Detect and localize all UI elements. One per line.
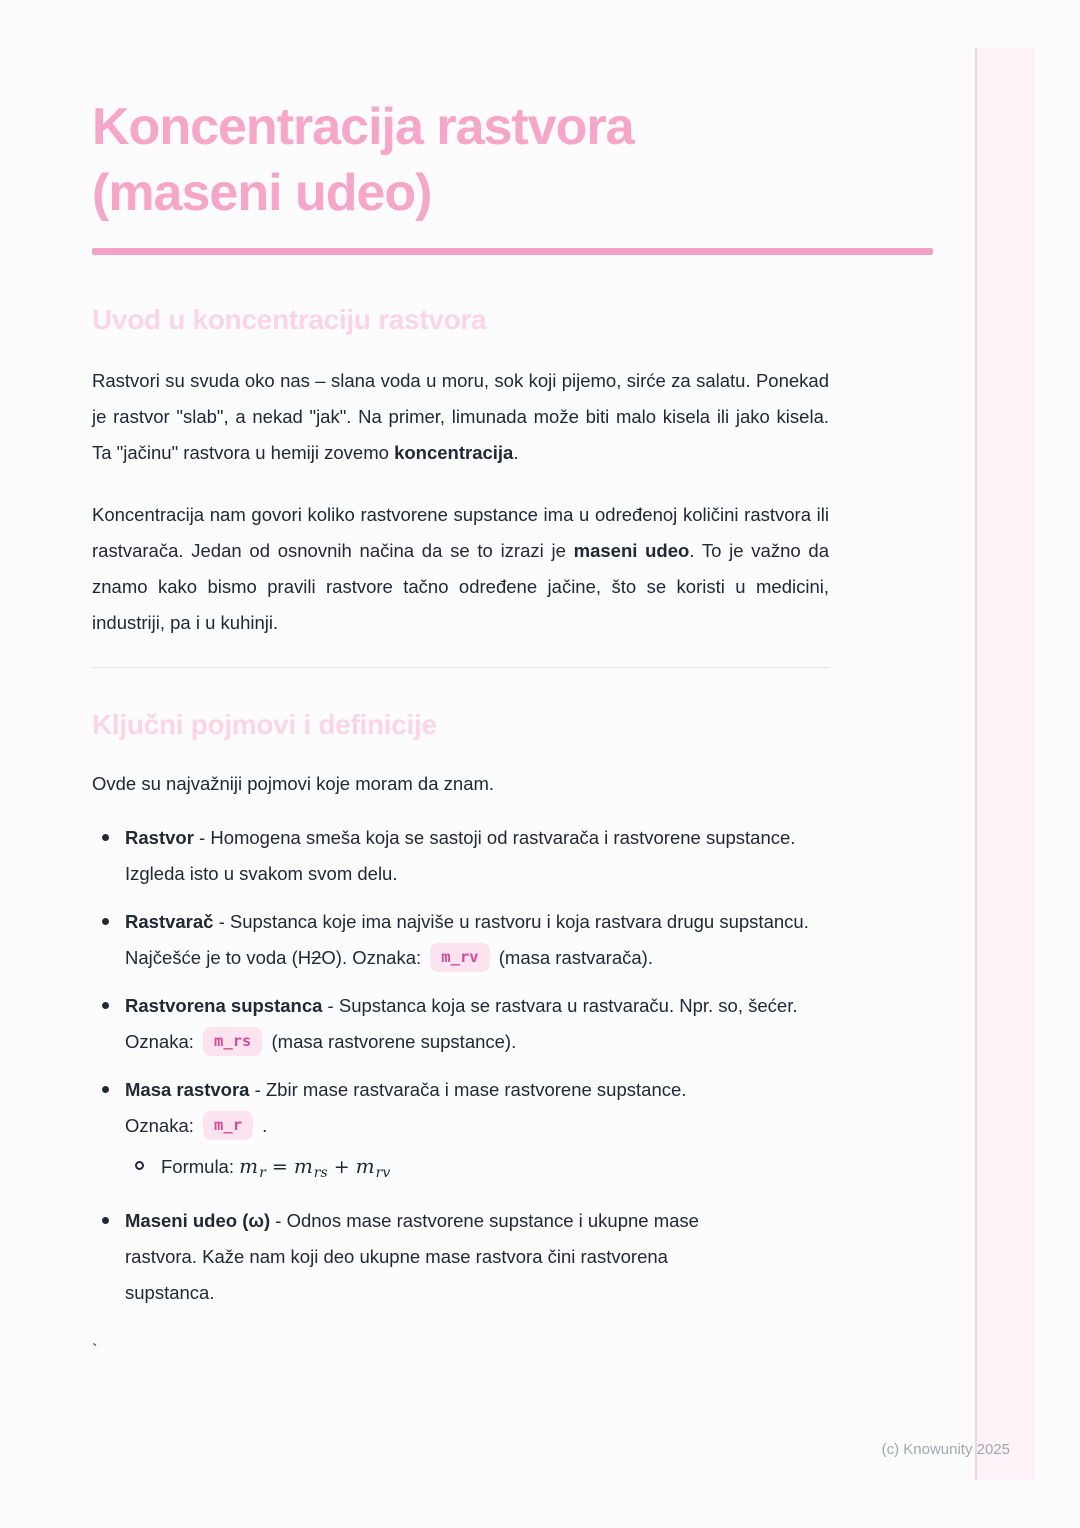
section-heading-kljucni: Ključni pojmovi i definicije bbox=[92, 709, 437, 740]
code-badge: m_r bbox=[203, 1111, 253, 1140]
list-item-rastvarac bbox=[92, 904, 829, 976]
section-uvod bbox=[92, 303, 933, 641]
title-underline bbox=[92, 248, 933, 255]
page-title bbox=[92, 94, 933, 226]
list-item-formula bbox=[125, 1148, 829, 1191]
list-item-text: Masa rastvora - Zbir mase rastvarača i mase rastvorene supstance. Oznaka: m_r . bbox=[125, 1079, 686, 1136]
formula: Formula: $m_r = m_{rs} + m_{rv}$ bbox=[161, 1154, 391, 1181]
footer-credit: (c) Knowunity 2025 bbox=[881, 1441, 1010, 1458]
paragraph-intro-1: Rastvori su svuda oko nas – slana voda u moru, sok koji pijemo, sirće za salatu. Ponekad je rastvor "slab", a nekad "jak". Na primer, limunada može biti malo kisela ili jako kisela. Ta "jačinu" rastvora u hemiji zovemo koncentracija. bbox=[92, 370, 829, 463]
section-kljucni-pojmovi bbox=[92, 708, 933, 1361]
paragraph-intro-2: Koncentracija nam govori koliko rastvorene supstance ima u određenoj količini rastvora ili rastvarača. Jedan od osnovnih načina da se to izrazi je maseni udeo. To je važno da znamo kako bismo pravili rastvore tačno određene jačine, što se koristi u medicini, industriji, pa i u kuhinji. bbox=[92, 504, 829, 633]
code-badge: m_rs bbox=[203, 1027, 262, 1056]
code-badge: m_rv bbox=[430, 943, 489, 972]
list-item-maseni-udeo bbox=[92, 1203, 829, 1311]
list-item-rastvorena-supstanca bbox=[92, 988, 829, 1060]
list-item-text: Rastvorena supstanca - Supstanca koja se rastvara u rastvaraču. Npr. so, šećer. Oznaka: m_rs (masa rastvorene supstance). bbox=[125, 995, 797, 1052]
list-item-masa-rastvora bbox=[92, 1072, 829, 1191]
list-item-text: Rastvor - Homogena smeša koja se sastoji od rastvarača i rastvorene supstance. Izgleda isto u svakom svom delu. bbox=[125, 827, 796, 884]
section-divider bbox=[92, 667, 830, 668]
note-content bbox=[92, 0, 933, 1361]
page-title-line-2: (maseni udeo) bbox=[92, 164, 432, 222]
definitions-list bbox=[92, 820, 933, 1311]
sub-list bbox=[125, 1148, 829, 1191]
stray-backtick: ` bbox=[92, 1341, 98, 1360]
list-item-rastvor bbox=[92, 820, 829, 892]
list-item-text: Rastvarač - Supstanca koje ima najviše u rastvoru i koja rastvara drugu supstancu. Najčešće je to voda (H2O). Oznaka: m_rv (masa rastvarača). bbox=[125, 911, 809, 968]
list-item-text: Maseni udeo (ω) - Odnos mase rastvorene supstance i ukupne mase rastvora. Kaže nam koji deo ukupne mase rastvora čini rastvorena supstanca. bbox=[125, 1210, 699, 1303]
section-heading-uvod: Uvod u koncentraciju rastvora bbox=[92, 304, 487, 335]
section-lead: Ovde su najvažniji pojmovi koje moram da znam. bbox=[92, 773, 495, 794]
page-title-line-1: Koncentracija rastvora bbox=[92, 98, 634, 156]
side-accent-strip bbox=[975, 48, 1035, 1480]
